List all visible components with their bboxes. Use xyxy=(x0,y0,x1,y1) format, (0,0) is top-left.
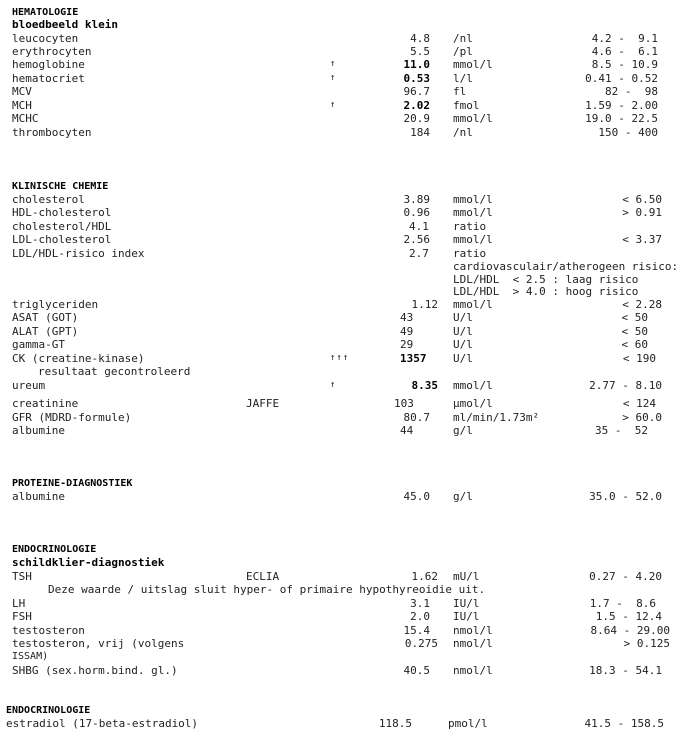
test-unit: fmol xyxy=(453,99,480,112)
test-reference: < 50 xyxy=(621,325,648,338)
test-value: 20.9 xyxy=(403,112,430,125)
test-unit: nmol/l xyxy=(453,637,493,650)
test-name: albumine xyxy=(12,424,65,437)
test-reference: 1.5 - 12.4 xyxy=(595,610,662,623)
tsh-note: Deze waarde / uitslag sluit hyper- of primaire hypothyreoidie uit. xyxy=(48,583,486,596)
test-name: hematocriet xyxy=(12,72,85,85)
section-heading-proteine: PROTEINE-DIAGNOSTIEK xyxy=(12,478,133,489)
test-unit: U/l xyxy=(453,338,473,351)
test-name: testosteron xyxy=(12,624,85,637)
abnormal-flag: ↑ xyxy=(330,73,337,83)
test-unit: nmol/l xyxy=(453,664,493,677)
test-value: 80.7 xyxy=(403,411,430,424)
test-unit: U/l xyxy=(453,352,473,365)
test-name: HDL-cholesterol xyxy=(12,206,112,219)
test-name: LH xyxy=(12,597,26,610)
test-unit: g/l xyxy=(453,490,473,503)
test-name: CK (creatine-kinase) xyxy=(12,352,145,365)
test-value: 1357 xyxy=(400,352,427,365)
test-name: MCV xyxy=(12,85,32,98)
test-reference: 0.41 - 0.52 xyxy=(585,72,658,85)
test-name: MCHC xyxy=(12,112,39,125)
test-name: testosteron, vrij (volgens xyxy=(12,637,185,650)
test-reference: 8.64 - 29.00 xyxy=(590,624,670,637)
test-value: 45.0 xyxy=(403,490,430,503)
test-value: 103 xyxy=(394,397,414,410)
abnormal-flag: ↑↑↑ xyxy=(330,353,350,363)
test-unit: /nl xyxy=(453,126,473,139)
test-reference: > 0.125 xyxy=(623,637,670,650)
test-name: ASAT (GOT) xyxy=(12,311,79,324)
test-name: ureum xyxy=(12,379,46,392)
test-value: 43 xyxy=(400,311,414,324)
test-name: LDL/HDL-risico index xyxy=(12,247,145,260)
test-value: 5.5 xyxy=(410,45,430,58)
test-reference: 150 - 400 xyxy=(598,126,658,139)
test-name: erythrocyten xyxy=(12,45,92,58)
section-heading-endocrinologie-2: ENDOCRINOLOGIE xyxy=(6,705,91,716)
test-reference: 1.7 - 8.6 xyxy=(589,597,656,610)
test-name: SHBG (sex.horm.bind. gl.) xyxy=(12,664,178,677)
test-name: TSH xyxy=(12,570,32,583)
test-unit: /pl xyxy=(453,45,473,58)
test-value: 2.02 xyxy=(403,99,430,112)
test-value: 2.7 xyxy=(409,247,429,260)
test-reference: < 6.50 xyxy=(622,193,662,206)
test-unit: mmol/l xyxy=(453,379,493,392)
test-name: creatinine xyxy=(12,397,79,410)
test-unit: nmol/l xyxy=(453,624,493,637)
test-unit: U/l xyxy=(453,325,473,338)
test-value: 2.0 xyxy=(410,610,430,623)
test-reference: 82 - 98 xyxy=(605,85,658,98)
test-value: 44 xyxy=(400,424,414,437)
test-reference: 1.59 - 2.00 xyxy=(585,99,658,112)
section-heading-klinische-chemie: KLINISCHE CHEMIE xyxy=(12,181,109,192)
test-name-continued: ISSAM) xyxy=(12,651,49,662)
test-unit: ml/min/1.73m² xyxy=(453,411,540,424)
test-name: LDL-cholesterol xyxy=(12,233,112,246)
test-unit: mmol/l xyxy=(453,58,493,71)
test-name: GFR (MDRD-formule) xyxy=(12,411,132,424)
test-value: 29 xyxy=(400,338,414,351)
test-reference: 4.2 - 9.1 xyxy=(591,32,658,45)
test-value: 118.5 xyxy=(378,717,412,730)
test-name: gamma-GT xyxy=(12,338,65,351)
test-value: 0.275 xyxy=(404,637,438,650)
test-unit: pmol/l xyxy=(448,717,488,730)
test-unit: mmol/l xyxy=(453,298,493,311)
test-value: 3.89 xyxy=(403,193,430,206)
test-reference: < 60 xyxy=(621,338,648,351)
test-unit: ratio xyxy=(453,247,487,260)
test-value: 4.8 xyxy=(410,32,430,45)
risk-note-line: LDL/HDL > 4.0 : hoog risico xyxy=(453,285,639,298)
test-unit: µmol/l xyxy=(453,397,493,410)
risk-note-line: cardiovasculair/atherogeen risico: xyxy=(453,260,679,273)
test-name: cholesterol xyxy=(12,193,85,206)
test-reference: 19.0 - 22.5 xyxy=(585,112,658,125)
test-unit: mU/l xyxy=(453,570,480,583)
test-reference: 18.3 - 54.1 xyxy=(589,664,662,677)
test-unit: mmol/l xyxy=(453,112,493,125)
test-reference: 35 - 52 xyxy=(595,424,648,437)
ck-note: resultaat gecontroleerd xyxy=(38,365,191,378)
subheading-bloedbeeld: bloedbeeld klein xyxy=(12,18,118,31)
test-reference: < 3.37 xyxy=(622,233,662,246)
test-name: FSH xyxy=(12,610,32,623)
test-reference: 2.77 - 8.10 xyxy=(589,379,662,392)
test-reference: < 2.28 xyxy=(622,298,662,311)
test-reference: 41.5 - 158.5 xyxy=(584,717,664,730)
section-heading-endocrinologie: ENDOCRINOLOGIE xyxy=(12,544,97,555)
section-heading-hematologie: HEMATOLOGIE xyxy=(12,7,79,18)
test-reference: < 124 xyxy=(622,397,656,410)
test-value: 96.7 xyxy=(403,85,430,98)
test-name: thrombocyten xyxy=(12,126,92,139)
test-method: JAFFE xyxy=(246,397,280,410)
test-reference: 4.6 - 6.1 xyxy=(591,45,658,58)
abnormal-flag: ↑ xyxy=(330,100,337,110)
test-name: leucocyten xyxy=(12,32,79,45)
test-value: 40.5 xyxy=(403,664,430,677)
test-reference: 8.5 - 10.9 xyxy=(591,58,658,71)
abnormal-flag: ↑ xyxy=(330,380,337,390)
test-value: 2.56 xyxy=(403,233,430,246)
test-unit: g/l xyxy=(453,424,473,437)
test-name: triglyceriden xyxy=(12,298,99,311)
test-value: 8.35 xyxy=(411,379,438,392)
test-name: cholesterol/HDL xyxy=(12,220,112,233)
test-unit: ratio xyxy=(453,220,487,233)
test-reference: > 60.0 xyxy=(622,411,662,424)
test-reference: < 190 xyxy=(622,352,656,365)
test-value: 0.53 xyxy=(403,72,430,85)
test-unit: U/l xyxy=(453,311,473,324)
test-reference: 0.27 - 4.20 xyxy=(589,570,662,583)
test-value: 1.62 xyxy=(411,570,438,583)
test-reference: < 50 xyxy=(621,311,648,324)
test-reference: 35.0 - 52.0 xyxy=(589,490,662,503)
test-name: hemoglobine xyxy=(12,58,85,71)
test-value: 1.12 xyxy=(411,298,438,311)
test-name: albumine xyxy=(12,490,65,503)
test-unit: mmol/l xyxy=(453,206,493,219)
abnormal-flag: ↑ xyxy=(330,59,337,69)
test-value: 4.1 xyxy=(409,220,429,233)
test-value: 0.96 xyxy=(403,206,430,219)
test-unit: IU/l xyxy=(453,597,480,610)
subheading-schildklier: schildklier-diagnostiek xyxy=(12,556,165,569)
test-unit: fl xyxy=(453,85,467,98)
test-unit: IU/l xyxy=(453,610,480,623)
test-value: 49 xyxy=(400,325,414,338)
test-value: 11.0 xyxy=(403,58,430,71)
test-unit: mmol/l xyxy=(453,193,493,206)
test-unit: l/l xyxy=(453,72,473,85)
test-value: 15.4 xyxy=(403,624,430,637)
test-name: estradiol (17-beta-estradiol) xyxy=(6,717,199,730)
test-value: 3.1 xyxy=(410,597,430,610)
test-value: 184 xyxy=(410,126,430,139)
test-name: MCH xyxy=(12,99,32,112)
test-name: ALAT (GPT) xyxy=(12,325,79,338)
test-method: ECLIA xyxy=(246,570,280,583)
test-unit: mmol/l xyxy=(453,233,493,246)
risk-note-line: LDL/HDL < 2.5 : laag risico xyxy=(453,273,639,286)
test-unit: /nl xyxy=(453,32,473,45)
test-reference: > 0.91 xyxy=(622,206,662,219)
